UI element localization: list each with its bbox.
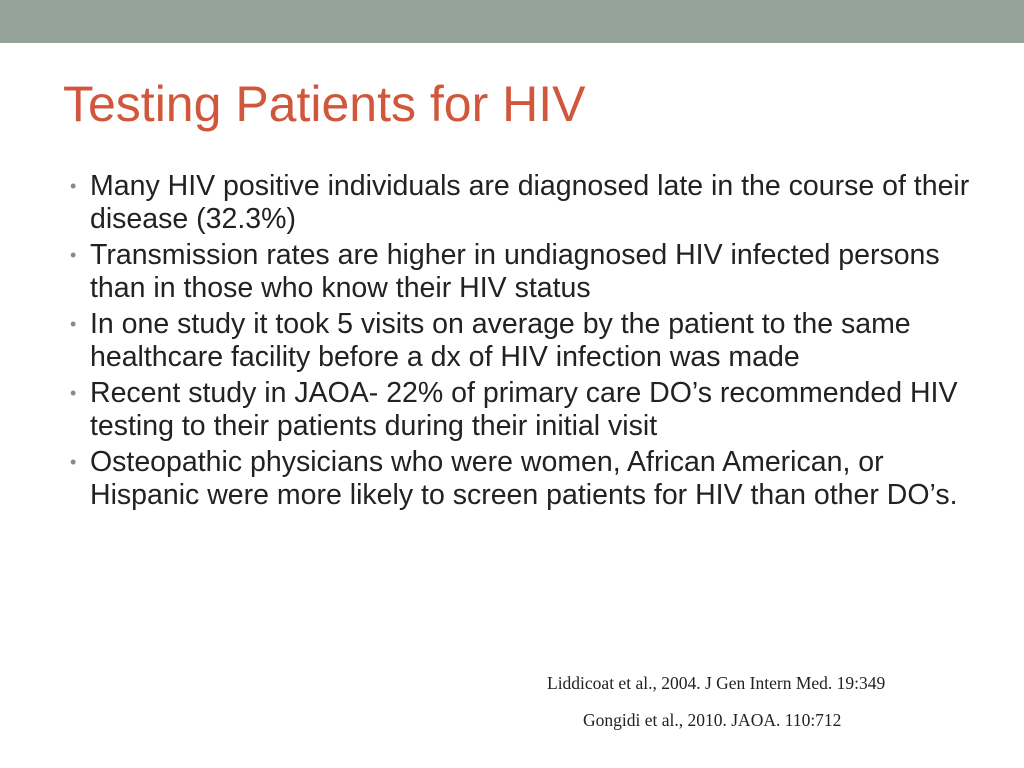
bullet-item xyxy=(63,308,983,374)
bullet-dot-icon: • xyxy=(70,452,77,472)
bullet-text: Transmission rates are higher in undiagnosed HIV infected persons than in those who know their HIV status xyxy=(90,239,940,304)
bullet-dot-icon: • xyxy=(70,314,77,334)
bullet-item xyxy=(63,239,983,305)
bullet-dot-icon: • xyxy=(70,383,77,403)
bullet-item xyxy=(63,446,983,512)
bullet-text: Recent study in JAOA- 22% of primary care DO’s recommended HIV testing to their patients during their initial visit xyxy=(90,377,958,442)
top-color-band xyxy=(0,0,1024,43)
slide-title: Testing Patients for HIV xyxy=(63,76,586,132)
bullet-list xyxy=(63,170,983,515)
bullet-text: In one study it took 5 visits on average by the patient to the same healthcare facility before a dx of HIV infection was made xyxy=(90,308,911,373)
reference-gongidi: Gongidi et al., 2010. JAOA. 110:712 xyxy=(583,710,842,730)
bullet-item xyxy=(63,170,983,236)
bullet-text: Osteopathic physicians who were women, African American, or Hispanic were more likely to screen patients for HIV than other DO’s. xyxy=(90,446,958,511)
bullet-text: Many HIV positive individuals are diagnosed late in the course of their disease (32.3%) xyxy=(90,170,970,235)
bullet-item xyxy=(63,377,983,443)
bullet-dot-icon: • xyxy=(70,176,77,196)
bullet-dot-icon: • xyxy=(70,245,77,265)
reference-liddicoat: Liddicoat et al., 2004. J Gen Intern Med. 19:349 xyxy=(547,673,886,693)
